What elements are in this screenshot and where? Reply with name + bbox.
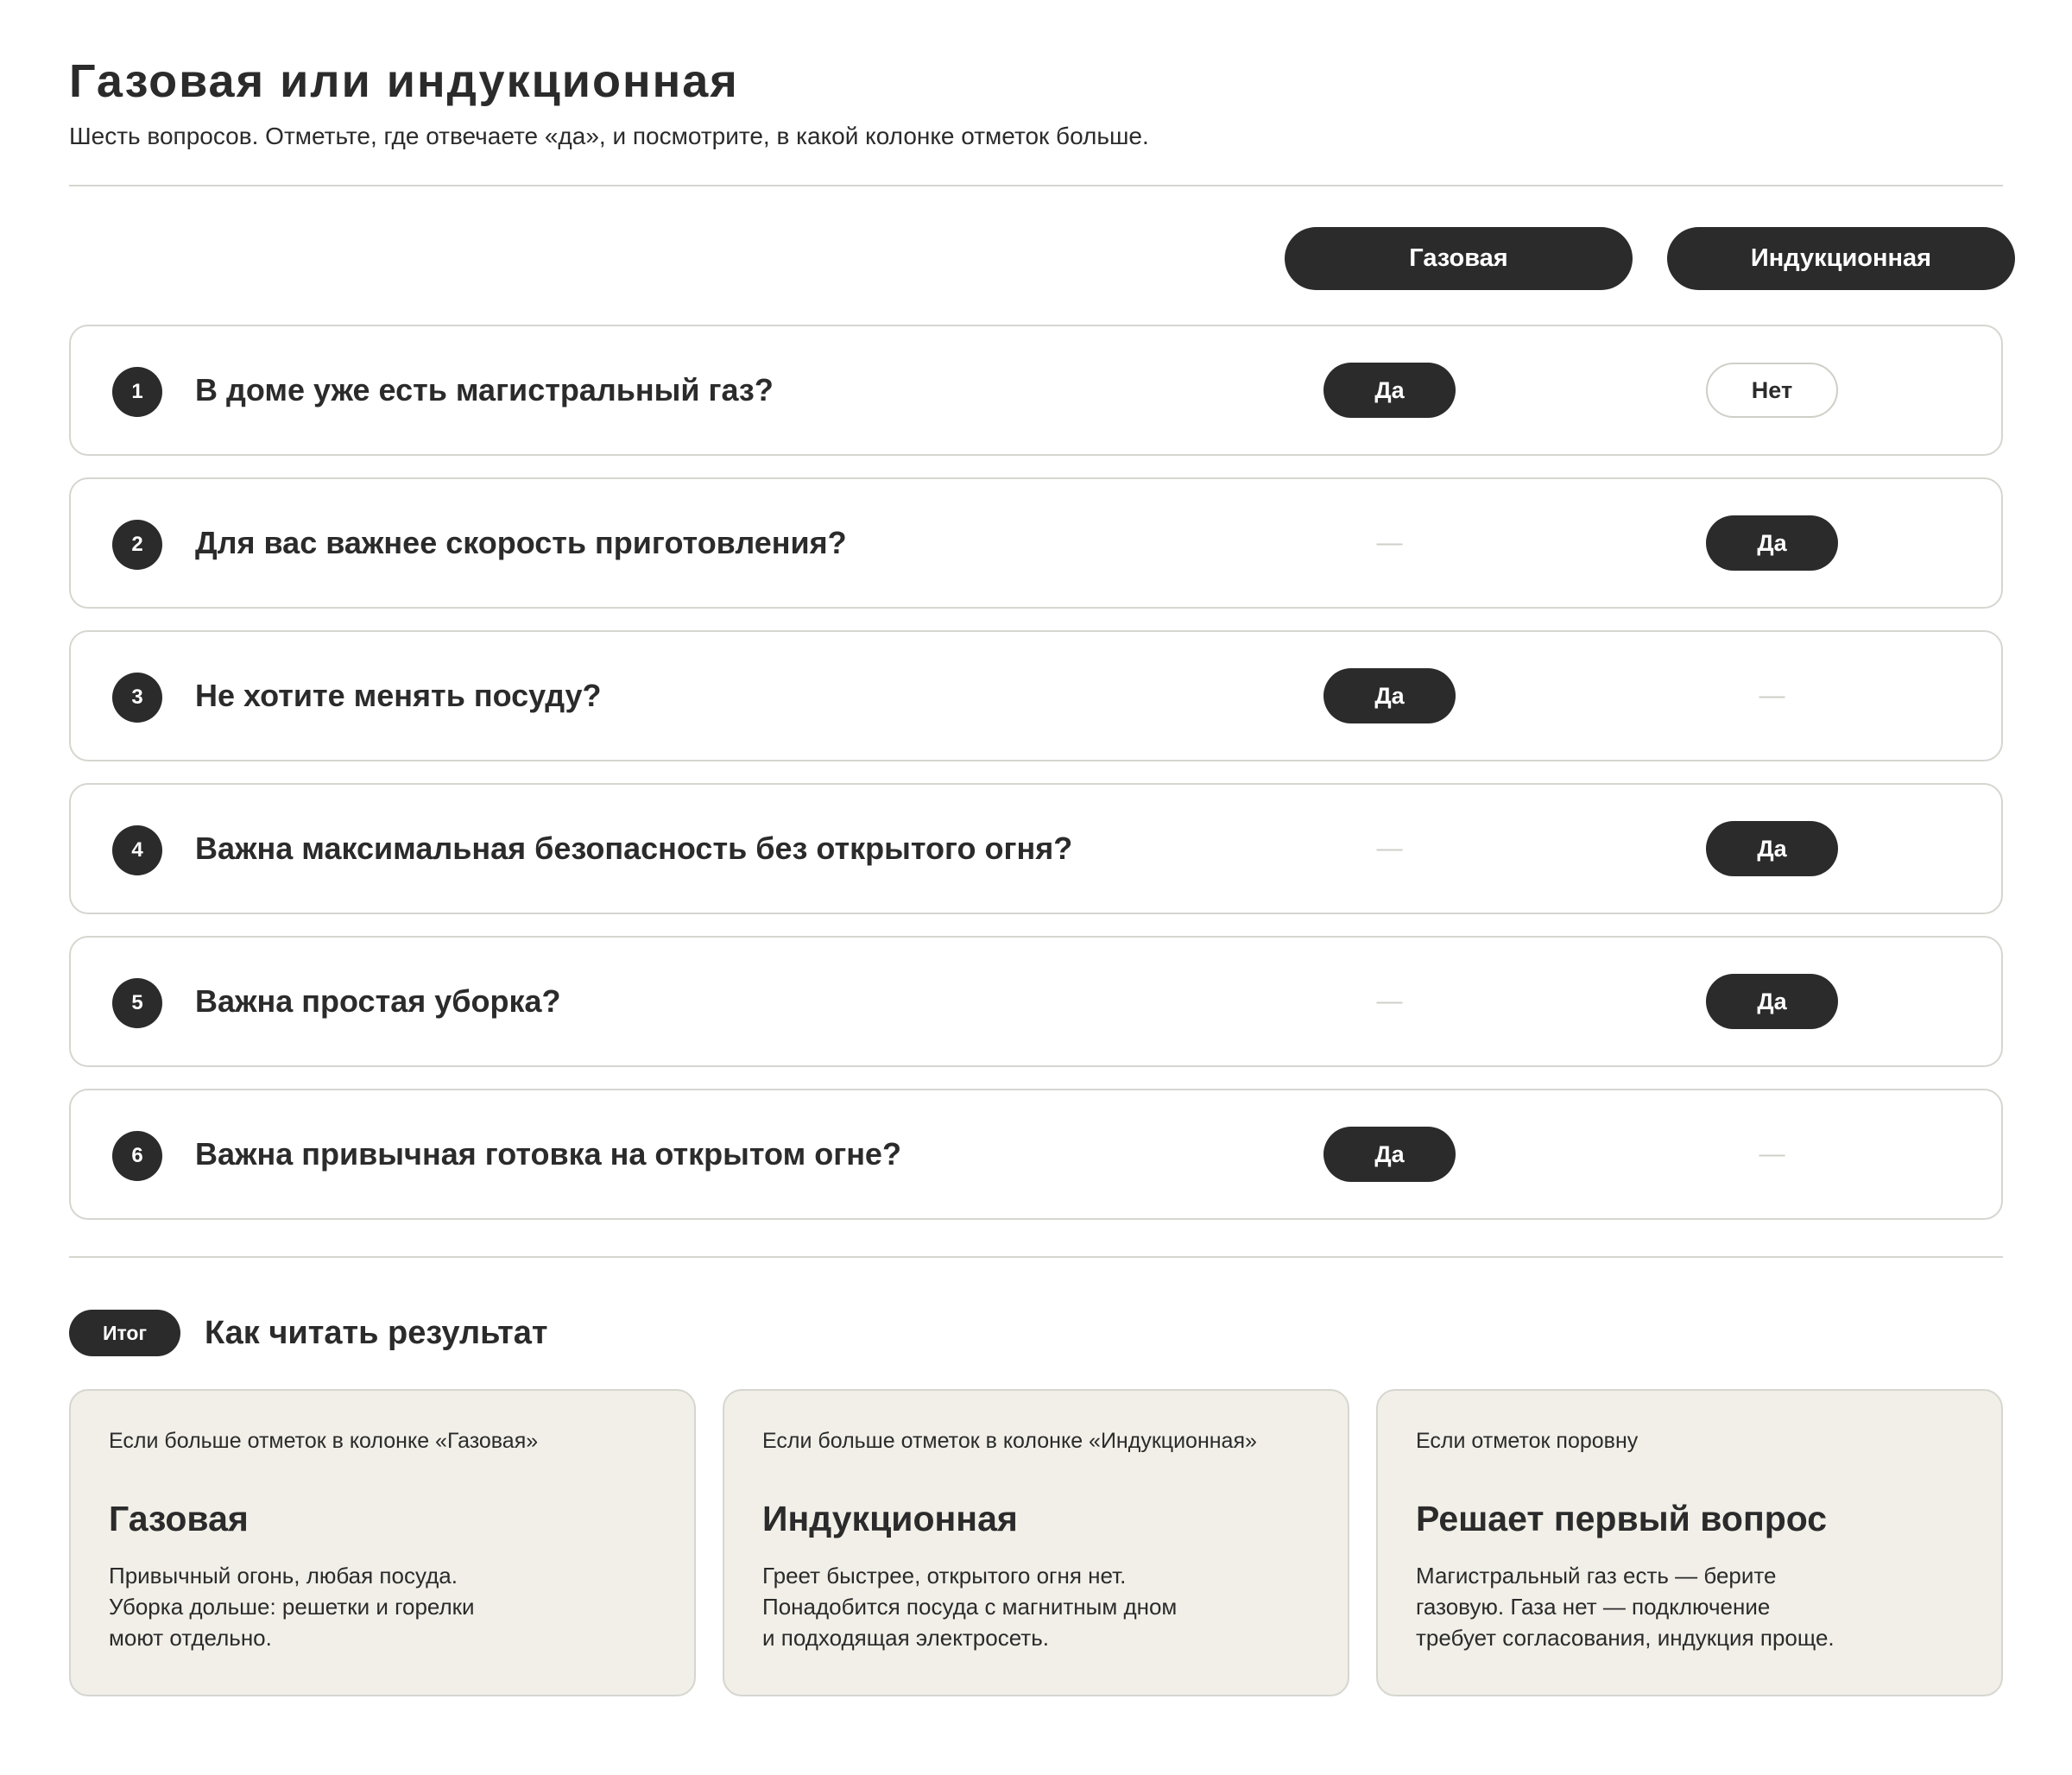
induction-answer-cell <box>1598 632 1946 760</box>
question-row-6 <box>69 1089 2003 1220</box>
gas-answer-empty: — <box>1376 834 1403 862</box>
gas-answer[interactable]: Да <box>1323 668 1456 723</box>
induction-answer[interactable]: Нет <box>1706 363 1838 418</box>
summary-badge: Итог <box>69 1310 180 1356</box>
question-row-2 <box>69 477 2003 609</box>
question-number: 2 <box>112 520 162 570</box>
card-description-line: Понадобится посуда с магнитным дном <box>762 1594 1178 1620</box>
question-text: Важна простая уборка? <box>195 983 561 1019</box>
question-text: Важна максимальная безопасность без открытого огня? <box>195 831 1073 866</box>
summary-header <box>69 1310 2003 1356</box>
question-text: Важна привычная готовка на открытом огне? <box>195 1136 901 1172</box>
gas-answer-cell <box>1216 479 1563 607</box>
result-cards <box>69 1389 2003 1696</box>
gas-answer[interactable]: Да <box>1323 1127 1456 1182</box>
card-description <box>762 1560 1310 1653</box>
question-row-4 <box>69 783 2003 914</box>
card-description-line: Греет быстрее, открытого огня нет. <box>762 1563 1127 1589</box>
question-number: 4 <box>112 825 162 875</box>
question-number: 1 <box>112 367 162 417</box>
column-headers <box>69 227 2003 290</box>
induction-answer-empty: — <box>1759 681 1785 710</box>
card-condition: Если больше отметок в колонке «Газовая» <box>109 1429 539 1453</box>
summary-divider <box>69 1256 2003 1258</box>
gas-answer-empty: — <box>1376 528 1403 557</box>
question-row-5 <box>69 936 2003 1067</box>
card-title: Индукционная <box>762 1499 1018 1538</box>
gas-answer[interactable]: Да <box>1323 363 1456 418</box>
question-text: Для вас важнее скорость приготовления? <box>195 525 847 560</box>
induction-answer[interactable]: Да <box>1706 515 1838 571</box>
page-title: Газовая или индукционная <box>69 55 739 107</box>
gas-answer-cell <box>1216 938 1563 1065</box>
question-row-1 <box>69 325 2003 456</box>
card-title: Решает первый вопрос <box>1416 1499 1828 1538</box>
question-list <box>69 325 2003 1220</box>
question-text: В доме уже есть магистральный газ? <box>195 372 774 407</box>
card-description <box>1416 1560 1963 1653</box>
result-card-tie <box>1376 1389 2003 1696</box>
question-text: Не хотите менять посуду? <box>195 678 602 713</box>
card-description-line: Магистральный газ есть — берите <box>1416 1563 1777 1589</box>
question-row-3 <box>69 630 2003 761</box>
induction-answer-cell <box>1598 938 1946 1065</box>
question-number: 3 <box>112 673 162 723</box>
summary-title: Как читать результат <box>205 1314 548 1351</box>
gas-answer-empty: — <box>1376 987 1403 1015</box>
induction-answer-empty: — <box>1759 1140 1785 1168</box>
card-title: Газовая <box>109 1499 249 1538</box>
induction-answer[interactable]: Да <box>1706 821 1838 876</box>
result-card-gas <box>69 1389 696 1696</box>
card-description <box>109 1560 656 1653</box>
column-header-induction: Индукционная <box>1667 227 2015 290</box>
induction-answer-cell <box>1598 479 1946 607</box>
question-number: 5 <box>112 978 162 1028</box>
card-description-line: моют отдельно. <box>109 1625 272 1651</box>
card-description-line: газовую. Газа нет — подключение <box>1416 1594 1771 1620</box>
page-subtitle: Шесть вопросов. Отметьте, где отвечаете «да», и посмотрите, в какой колонке отметок больше. <box>69 123 1149 149</box>
induction-answer[interactable]: Да <box>1706 974 1838 1029</box>
induction-answer-cell <box>1598 326 1946 454</box>
induction-answer-cell <box>1598 785 1946 913</box>
top-divider <box>69 185 2003 186</box>
card-description-line: Привычный огонь, любая посуда. <box>109 1563 458 1589</box>
column-header-gas: Газовая <box>1285 227 1633 290</box>
card-condition: Если больше отметок в колонке «Индукционная» <box>762 1429 1257 1453</box>
gas-answer-cell <box>1216 1090 1563 1218</box>
card-description-line: требует согласования, индукция проще. <box>1416 1625 1835 1651</box>
card-description-line: Уборка дольше: решетки и горелки <box>109 1594 475 1620</box>
card-description-line: и подходящая электросеть. <box>762 1625 1049 1651</box>
induction-answer-cell <box>1598 1090 1946 1218</box>
gas-answer-cell <box>1216 326 1563 454</box>
gas-answer-cell <box>1216 785 1563 913</box>
question-number: 6 <box>112 1131 162 1181</box>
card-condition: Если отметок поровну <box>1416 1429 1639 1453</box>
gas-answer-cell <box>1216 632 1563 760</box>
result-card-induction <box>723 1389 1349 1696</box>
